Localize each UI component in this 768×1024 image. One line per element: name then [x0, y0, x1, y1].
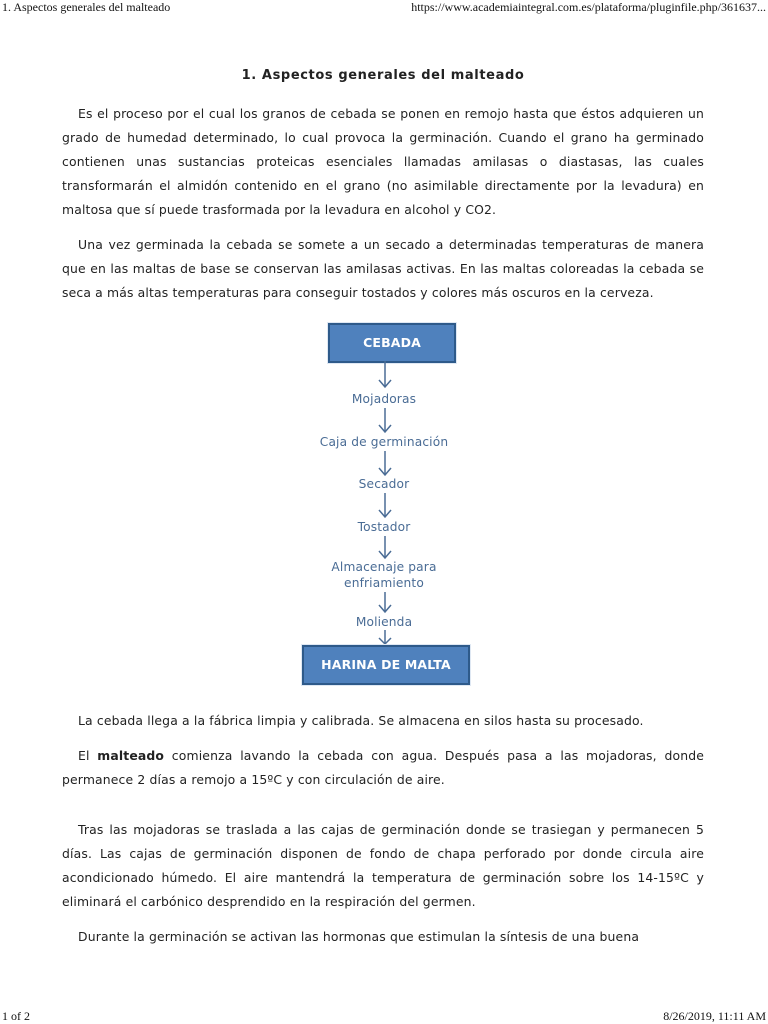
arrow-down-icon	[378, 536, 392, 560]
print-header-url: https://www.academiaintegral.com.es/plataforma/pluginfile.php/361637...	[411, 0, 766, 14]
paragraph-malteado	[62, 744, 704, 792]
p4-start: El	[78, 748, 98, 763]
flow-step-almacenaje-line1: Almacenaje para	[331, 560, 437, 574]
p4-end: comienza lavando la cebada con agua. Después pasa a las mojadoras, donde permanece 2 días a remojo a 15ºC y con circulación de aire.	[62, 748, 704, 787]
flow-step-almacenaje-line2: enfriamiento	[344, 576, 424, 590]
paragraph-hormones: Durante la germinación se activan las hormonas que estimulan la síntesis de una buena	[78, 929, 640, 944]
arrow-down-icon	[378, 408, 392, 434]
flow-step-tostador: Tostador	[357, 520, 411, 534]
flow-start-box: CEBADA	[328, 323, 456, 363]
flow-step-caja-germinacion: Caja de germinación	[319, 435, 449, 449]
flow-step-almacenaje	[222, 559, 546, 591]
flow-end-box: HARINA DE MALTA	[302, 645, 470, 685]
print-header-title: 1. Aspectos generales del malteado	[2, 0, 171, 14]
flow-step-secador: Secador	[358, 477, 410, 491]
page-title: 1. Aspectos generales del malteado	[241, 68, 525, 83]
flow-step-molienda: Molienda	[355, 615, 413, 629]
print-header	[0, 0, 768, 16]
arrow-down-icon	[378, 361, 392, 389]
page-number: 1 of 2	[2, 1009, 30, 1023]
arrow-down-icon	[378, 592, 392, 614]
paragraph-definition: Es el proceso por el cual los granos de cebada se ponen en remojo hasta que éstos adquieren un grado de humedad determinado, lo cual provoca la germinación. Cuando el grano ha germinado contienen unas sustancias proteicas esenciales llamadas amilasas o diastasas, las cuales transformarán el almidón contenido en el grano (no asimilable directamente por la levadura) en maltosa que sí puede trasformada por la levadura en alcohol y CO2.	[62, 106, 704, 217]
paragraph-germination-boxes: Tras las mojadoras se traslada a las cajas de germinación donde se trasiegan y permanecen 5 días. Las cajas de germinación disponen de fondo de chapa perforado por donde circula aire acondicionado húmedo. El aire mantendrá la temperatura de germinación sobre los 14-15ºC y eliminará el carbónico desprendido en la respiración del germen.	[62, 822, 704, 909]
arrow-down-icon	[378, 630, 392, 646]
malting-flowchart	[62, 315, 704, 705]
arrow-down-icon	[378, 493, 392, 519]
arrow-down-icon	[378, 451, 392, 477]
flow-step-mojadoras: Mojadoras	[351, 392, 417, 406]
keyword-malteado: malteado	[97, 748, 165, 763]
paragraph-arrival: La cebada llega a la fábrica limpia y calibrada. Se almacena en silos hasta su procesado.	[78, 713, 644, 728]
print-datetime: 8/26/2019, 11:11 AM	[663, 1009, 766, 1023]
document-body	[62, 64, 704, 949]
print-footer	[0, 1008, 768, 1024]
paragraph-drying: Una vez germinada la cebada se somete a un secado a determinadas temperaturas de manera que en las maltas de base se conservan las amilasas activas. En las maltas coloreadas la cebada se seca a más altas temperaturas para conseguir tostados y colores más oscuros en la cerveza.	[62, 237, 704, 300]
